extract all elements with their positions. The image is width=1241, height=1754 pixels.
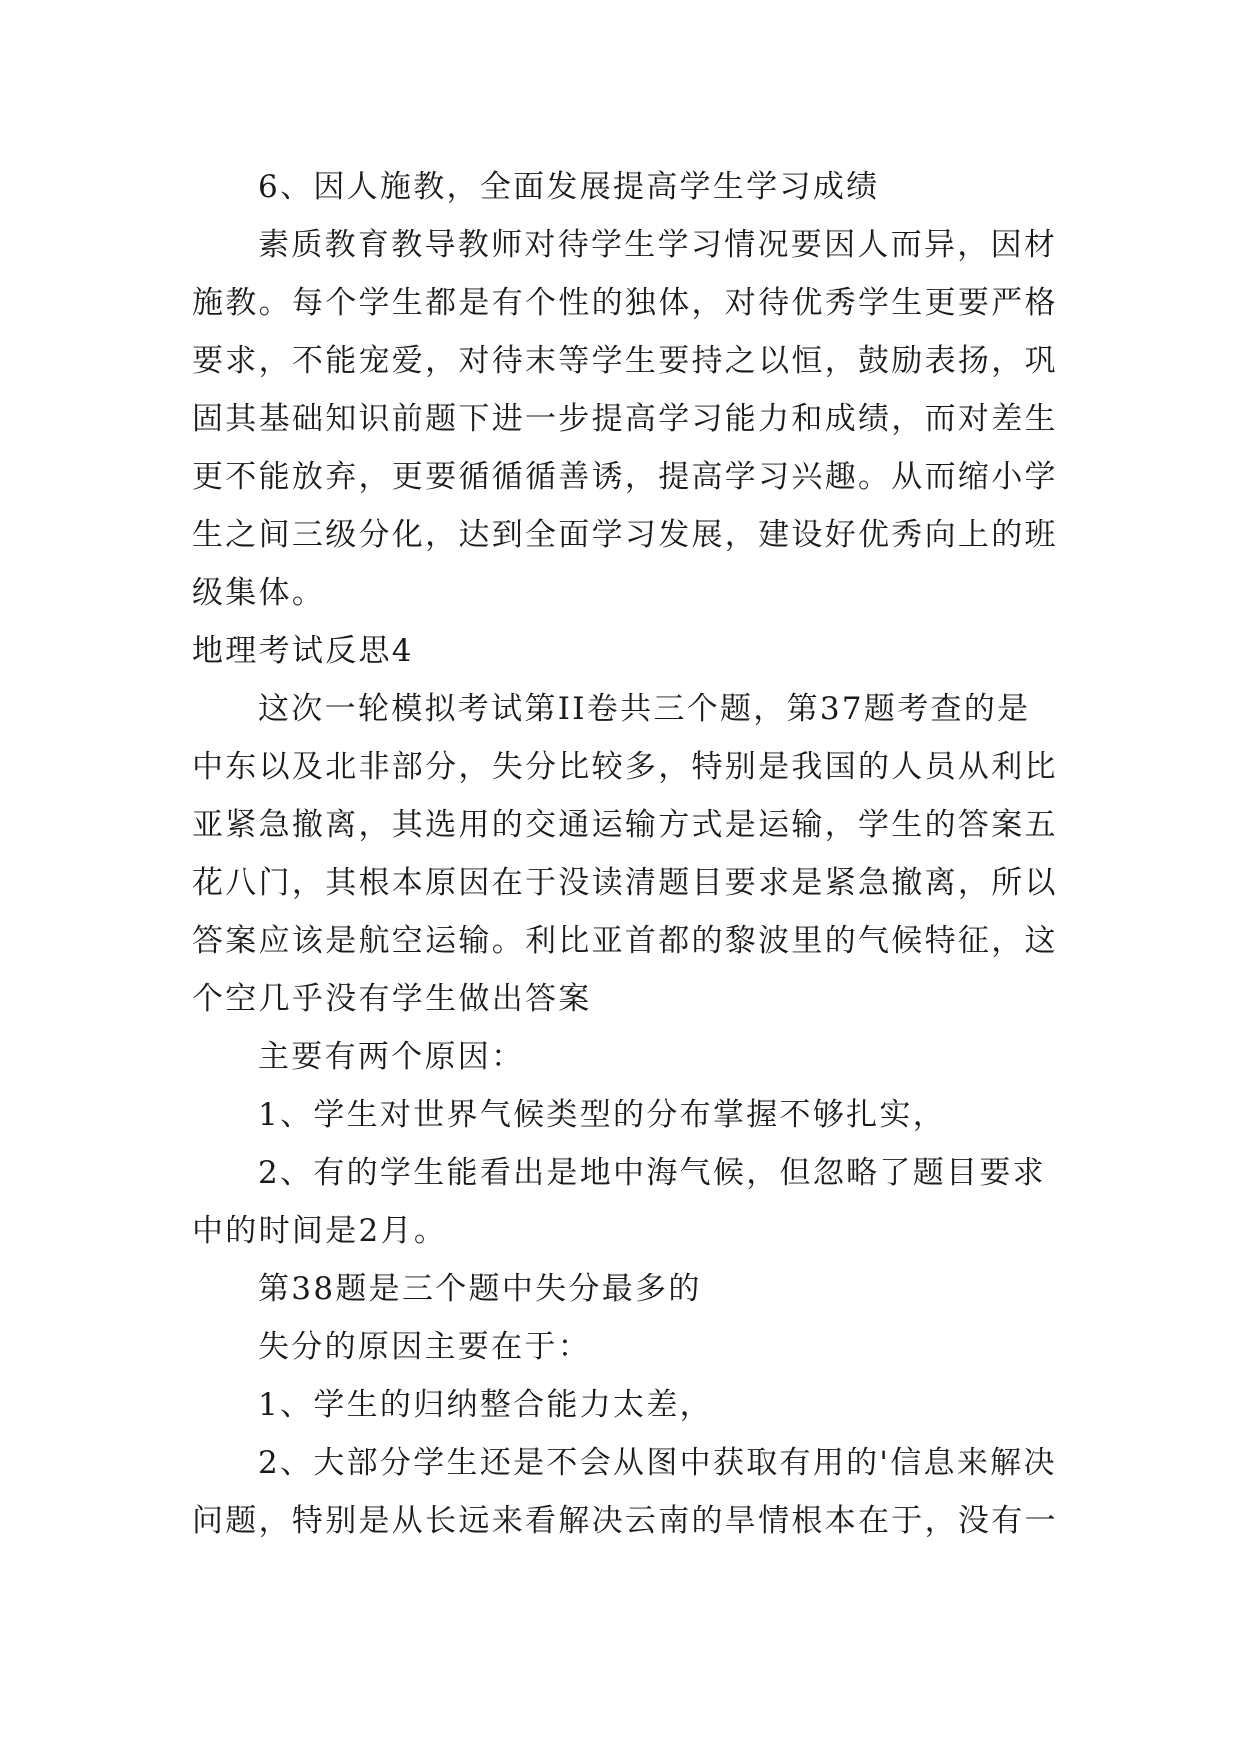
section-title: 地理考试反思4 — [192, 633, 414, 669]
paragraph-line: 要求，不能宠爱，对待末等学生要持之以恒，鼓励表扬，巩 — [192, 343, 1058, 379]
paragraph-line: 答案应该是航空运输。利比亚首都的黎波里的气候特征，这 — [192, 923, 1058, 959]
paragraph-line: 中东以及北非部分，失分比较多，特别是我国的人员从利比 — [192, 749, 1058, 785]
list-item: 1、学生的归纳整合能力太差， — [258, 1387, 713, 1423]
paragraph-line: 级集体。 — [192, 575, 326, 611]
list-item: 1、学生对世界气候类型的分布掌握不够扎实， — [258, 1097, 947, 1133]
paragraph-line: 素质教育教导教师对待学生学习情况要因人而异，因材 — [258, 227, 1058, 263]
paragraph-line: 生之间三级分化，达到全面学习发展，建设好优秀向上的班 — [192, 517, 1058, 553]
list-item: 2、有的学生能看出是地中海气候，但忽略了题目要求 — [258, 1155, 1046, 1191]
paragraph-line: 这次一轮模拟考试第II卷共三个题，第37题考查的是 — [258, 691, 1031, 727]
paragraph-line: 更不能放弃，更要循循循善诱，提高学习兴趣。从而缩小学 — [192, 459, 1058, 495]
paragraph-line: 个空几乎没有学生做出答案 — [192, 981, 592, 1017]
paragraph-line: 主要有两个原因： — [258, 1039, 525, 1075]
paragraph-line: 失分的原因主要在于： — [258, 1329, 591, 1365]
list-item: 2、大部分学生还是不会从图中获取有用的'信息来解决 — [258, 1445, 1057, 1481]
section-heading-6: 6、因人施教，全面发展提高学生学习成绩 — [258, 169, 880, 205]
paragraph-line: 亚紧急撤离，其选用的交通运输方式是运输，学生的答案五 — [192, 807, 1058, 843]
paragraph-line: 中的时间是2月。 — [192, 1213, 448, 1249]
paragraph-line: 问题，特别是从长远来看解决云南的旱情根本在于，没有一 — [192, 1503, 1058, 1539]
paragraph-line: 施教。每个学生都是有个性的独体，对待优秀学生更要严格 — [192, 285, 1058, 321]
paragraph-line: 第38题是三个题中失分最多的 — [258, 1271, 702, 1307]
paragraph-line: 花八门，其根本原因在于没读清题目要求是紧急撤离，所以 — [192, 865, 1058, 901]
paragraph-line: 固其基础知识前题下进一步提高学习能力和成绩，而对差生 — [192, 401, 1058, 437]
